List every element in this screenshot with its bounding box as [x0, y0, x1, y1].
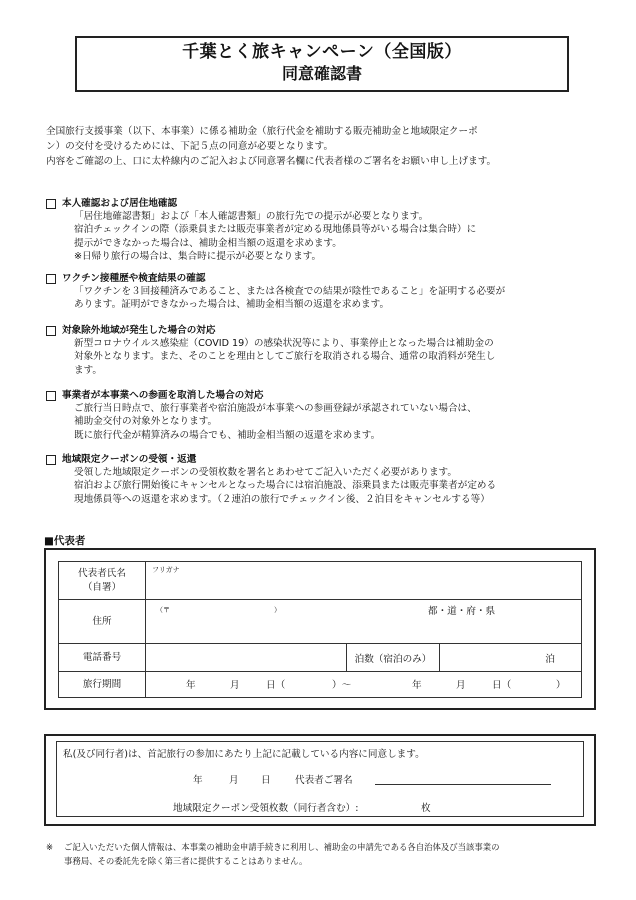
checkbox-icon[interactable]	[46, 274, 56, 284]
address-row	[59, 600, 582, 644]
postal-mark: （〒	[156, 606, 170, 614]
name-field[interactable]	[146, 562, 582, 600]
phone-field[interactable]	[146, 644, 347, 672]
period-field[interactable]: 年 月 日（ ）～ 年 月 日（ ）	[146, 672, 582, 698]
footnote-line: ご記入いただいた個人情報は、本事業の補助金申請手続きに利用し、補助金の申請先である各自治体及び当該事業の	[64, 842, 500, 852]
checkbox-icon[interactable]	[46, 391, 56, 401]
sign-month: 月	[229, 775, 239, 786]
section-body: 「ワクチンを３回接種済みであること、または各検査での結果が陰性であること」を証明する必要が あります。証明ができなかった場合は、補助金相当額の返還を求めます。	[74, 286, 506, 311]
section-body: 「居住地確認書類」および「本人確認書類」の旅行先での提示が必要となります。 宿泊チェックインの際（添乗員または販売事業者が定める現地係員等がいる場合は集合時）に 提示ができなかった場合は、補助金相当額の返還を求めます。 ※日帰り旅行の場合は、集合時に提示が必要となります。	[74, 211, 477, 262]
document-subtitle: 同意確認書	[281, 64, 362, 83]
privacy-footnote	[46, 840, 602, 868]
intro-line: ン）の交付を受けるためには、下記５点の同意が必要となります。	[46, 141, 334, 152]
agreement-statement: 私(及び同行者)は、首記旅行の参加にあたり上記に記載している内容に同意します。	[63, 749, 425, 760]
section-body: 受領した地域限定クーポンの受領枚数を署名とあわせてご記入いただく必要があります。 宿泊および旅行開始後にキャンセルとなった場合には宿泊施設、添乗員または販売事業者が定める 現地係員等への返還を求めます。（２連泊の旅行でチェックイン後、２泊目をキャンセルする等）	[74, 467, 497, 505]
address-label: 住所	[59, 600, 146, 644]
postal-close: ）	[274, 606, 281, 614]
section-body: 新型コロナウイルス感染症（COVID 19）の感染状況等により、事業停止となった場合は補助金の 対象外となります。また、そのことを理由としてご旅行を取消される場合、通常の取消料が発生し ます。	[74, 338, 496, 376]
section-heading: 本人確認および居住地確認	[46, 197, 606, 210]
section-excluded-region	[46, 324, 606, 377]
phone-label: 電話番号	[59, 644, 146, 672]
period-label: 旅行期間	[59, 672, 146, 698]
section-body: ご旅行当日時点で、旅行事業者や宿泊施設が本事業への参画登録が承認されていない場合は、 補助金交付の対象外となります。 既に旅行代金が精算済みの場合でも、補助金相当額の返還を求めます。	[74, 403, 477, 441]
prefecture-label: 都・道・府・県	[428, 606, 496, 617]
section-heading: 事業者が本事業への参画を取消した場合の対応	[46, 389, 606, 402]
intro-paragraph	[46, 124, 594, 169]
nights-field[interactable]	[440, 644, 582, 672]
section-business-cancel	[46, 389, 606, 442]
section-heading: 地域限定クーポンの受領・返還	[46, 453, 606, 466]
title-box	[75, 36, 569, 92]
representative-label: ■代表者	[44, 535, 86, 547]
intro-line: 全国旅行支援事業（以下、本事業）に係る補助金（旅行代金を補助する販売補助金と地域限定クーポ	[46, 126, 478, 137]
section-coupon	[46, 453, 606, 506]
footnote-line: 事務局、その委託先を除く第三者に提供することはありません。	[64, 856, 308, 866]
checkbox-icon[interactable]	[46, 199, 56, 209]
document-title: 千葉とく旅キャンペーン（全国版）	[182, 42, 462, 62]
section-heading: 対象除外地域が発生した場合の対応	[46, 324, 606, 337]
representative-table	[58, 561, 582, 698]
coupon-unit: 枚	[421, 803, 431, 814]
coupon-label: 地域限定クーポン受領枚数（同行者含む）:	[173, 803, 359, 814]
agreement-frame	[44, 734, 596, 826]
section-identity	[46, 197, 606, 263]
representative-frame	[44, 548, 596, 710]
sign-year: 年	[193, 775, 203, 786]
nights-label: 泊数（宿泊のみ）	[347, 644, 440, 672]
checkbox-icon[interactable]	[46, 455, 56, 465]
phone-row	[59, 644, 582, 672]
section-heading: ワクチン接種歴や検査結果の確認	[46, 272, 606, 285]
sign-day: 日	[261, 775, 271, 786]
agreement-box	[56, 741, 584, 817]
checkbox-icon[interactable]	[46, 326, 56, 336]
signature-label: 代表者ご署名	[295, 775, 353, 786]
furigana-label: フリガナ	[152, 566, 180, 574]
nights-unit: 泊	[545, 653, 555, 665]
footnote-mark: ※	[46, 842, 54, 852]
intro-line: 内容をご確認の上、口に太枠線内のご記入および同意署名欄に代表者様のご署名をお願い申し上げます。	[46, 156, 497, 167]
name-row	[59, 562, 582, 600]
section-vaccine	[46, 272, 606, 312]
period-row	[59, 672, 582, 698]
signature-line[interactable]	[375, 784, 551, 785]
address-field[interactable]	[146, 600, 582, 644]
name-label: 代表者氏名 （自署）	[59, 562, 146, 600]
